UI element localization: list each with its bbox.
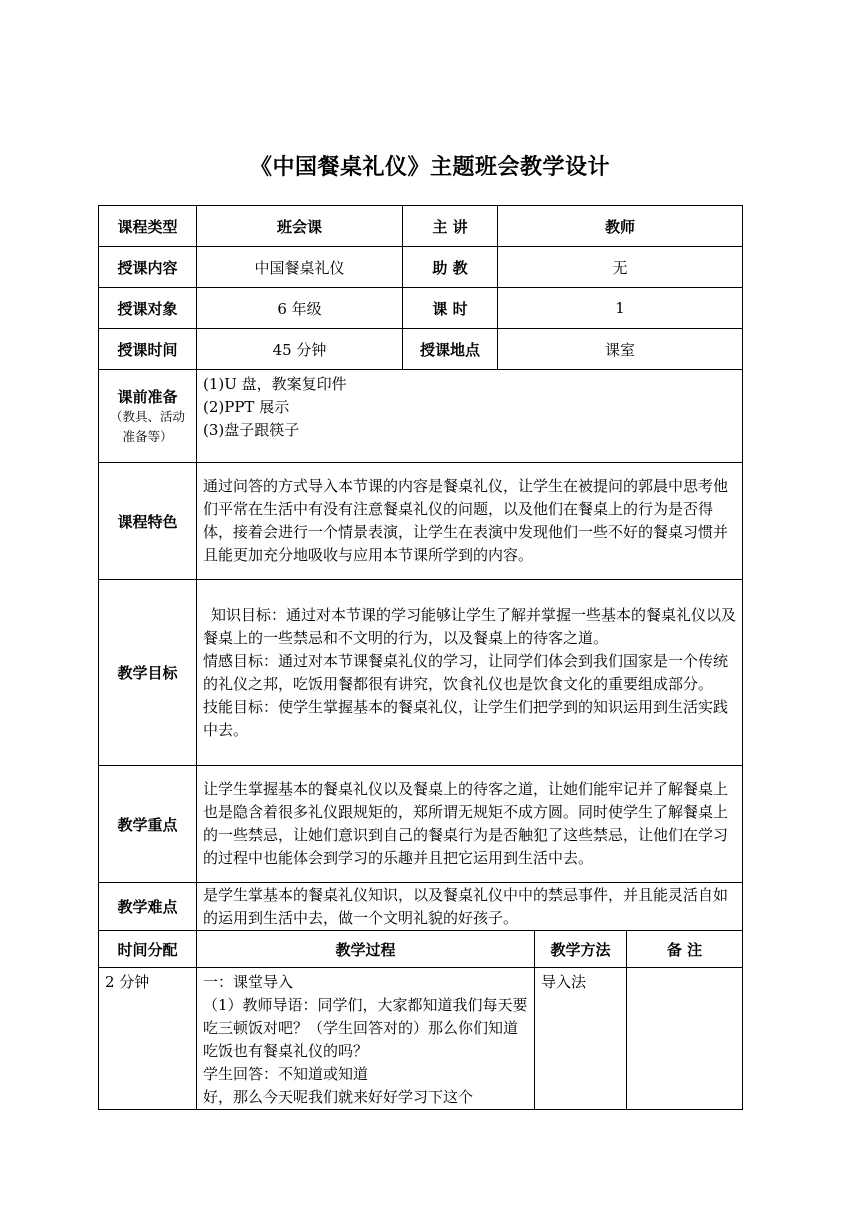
- prep-label: [99, 370, 197, 463]
- process-row-time: 2 分钟: [99, 968, 197, 1110]
- audience-label: 授课对象: [99, 288, 197, 329]
- row-features: [99, 463, 743, 580]
- place-label: 授课地点: [403, 329, 498, 370]
- goals-text: [197, 580, 743, 766]
- process-line: 一：课堂导入: [203, 973, 294, 991]
- row-prep: [99, 370, 743, 463]
- periods-value: 1: [498, 288, 743, 329]
- time-value: 45 分钟: [197, 329, 403, 370]
- course-type-label: 课程类型: [99, 206, 197, 247]
- difficulty-text: 是学生掌基本的餐桌礼仪知识，以及餐桌礼仪中中的禁忌事件，并且能灵活自如的运用到生活中去，做一个文明礼貌的好孩子。: [197, 883, 743, 931]
- features-label: 课程特色: [99, 463, 197, 580]
- prep-item: (2)PPT 展示: [203, 398, 290, 416]
- prep-label-text: 课前准备: [117, 387, 178, 406]
- assistant-label: 助 教: [403, 247, 498, 288]
- row-goals: [99, 580, 743, 766]
- content-label: 授课内容: [99, 247, 197, 288]
- goal-emotion: 情感目标：通过对本节课餐桌礼仪的学习，让同学们体会到我们国家是一个传统的礼仪之邦，吃饭用餐都很有讲究，饮食礼仪也是饮食文化的重要组成部分。: [203, 651, 729, 693]
- row-audience: [99, 288, 743, 329]
- goal-knowledge: 知识目标：通过对本节课的学习能够让学生了解并掌握一些基本的餐桌礼仪以及餐桌上的一些禁忌和不文明的行为，以及餐桌上的待客之道。: [203, 605, 737, 647]
- process-header-process: 教学过程: [197, 931, 535, 968]
- prep-items: [197, 370, 743, 463]
- row-content: [99, 247, 743, 288]
- audience-value: 6 年级: [197, 288, 403, 329]
- lesson-plan-table: [98, 205, 743, 1110]
- lecturer-label: 主 讲: [403, 206, 498, 247]
- features-text: 通过问答的方式导入本节课的内容是餐桌礼仪，让学生在被提问的郭晨中思考他们平常在生活中有没有注意餐桌礼仪的问题，以及他们在餐桌上的行为是否得体，接着会进行一个情景表演，让学生在表演中发现他们一些不好的餐桌习惯并且能更加充分地吸收与应用本节课所学到的内容。: [197, 463, 743, 580]
- focus-text: 让学生掌握基本的餐桌礼仪以及餐桌上的待客之道，让她们能牢记并了解餐桌上也是隐含着很多礼仪跟规矩的，郑所谓无规矩不成方圆。同时使学生了解餐桌上的一些禁忌，让她们意识到自己的餐桌行为是否触犯了这些禁忌，让他们在学习的过程中也能体会到学习的乐趣并且把它运用到生活中去。: [197, 766, 743, 883]
- place-value: 课室: [498, 329, 743, 370]
- document-title: 《中国餐桌礼仪》主题班会教学设计: [249, 155, 610, 180]
- process-row-content: [197, 968, 535, 1110]
- goal-skill: 技能目标：使学生掌握基本的餐桌礼仪，让学生们把学到的知识运用到生活实践中去。: [203, 697, 729, 739]
- process-line: 学生回答：不知道或知道: [203, 1065, 369, 1083]
- content-value: 中国餐桌礼仪: [197, 247, 403, 288]
- process-header-note: 备 注: [627, 931, 743, 968]
- process-header-time: 时间分配: [99, 931, 197, 968]
- lecturer-value: 教师: [498, 206, 743, 247]
- periods-label: 课 时: [403, 288, 498, 329]
- assistant-value: 无: [498, 247, 743, 288]
- process-line: 好，那么今天呢我们就来好好学习下这个: [203, 1088, 474, 1106]
- process-row: [99, 968, 743, 1110]
- process-header-row: [99, 931, 743, 968]
- row-course-type: [99, 206, 743, 247]
- process-header-method: 教学方法: [535, 931, 627, 968]
- time-label: 授课时间: [99, 329, 197, 370]
- row-time: [99, 329, 743, 370]
- goals-label: 教学目标: [99, 580, 197, 766]
- prep-sublabel: （教具、活动准备等）: [109, 408, 185, 444]
- row-focus: [99, 766, 743, 883]
- process-line: （1）教师导语：同学们，大家都知道我们每天要吃三顿饭对吧？（学生回答对的）那么你们知道吃饭也有餐桌礼仪的吗？: [203, 996, 528, 1060]
- difficulty-label: 教学难点: [99, 883, 197, 931]
- course-type-value: 班会课: [197, 206, 403, 247]
- focus-label: 教学重点: [99, 766, 197, 883]
- prep-item: (3)盘子跟筷子: [203, 421, 300, 439]
- process-row-method: 导入法: [535, 968, 627, 1110]
- process-row-note: [627, 968, 743, 1110]
- prep-item: (1)U 盘，教案复印件: [203, 375, 347, 393]
- row-difficulty: [99, 883, 743, 931]
